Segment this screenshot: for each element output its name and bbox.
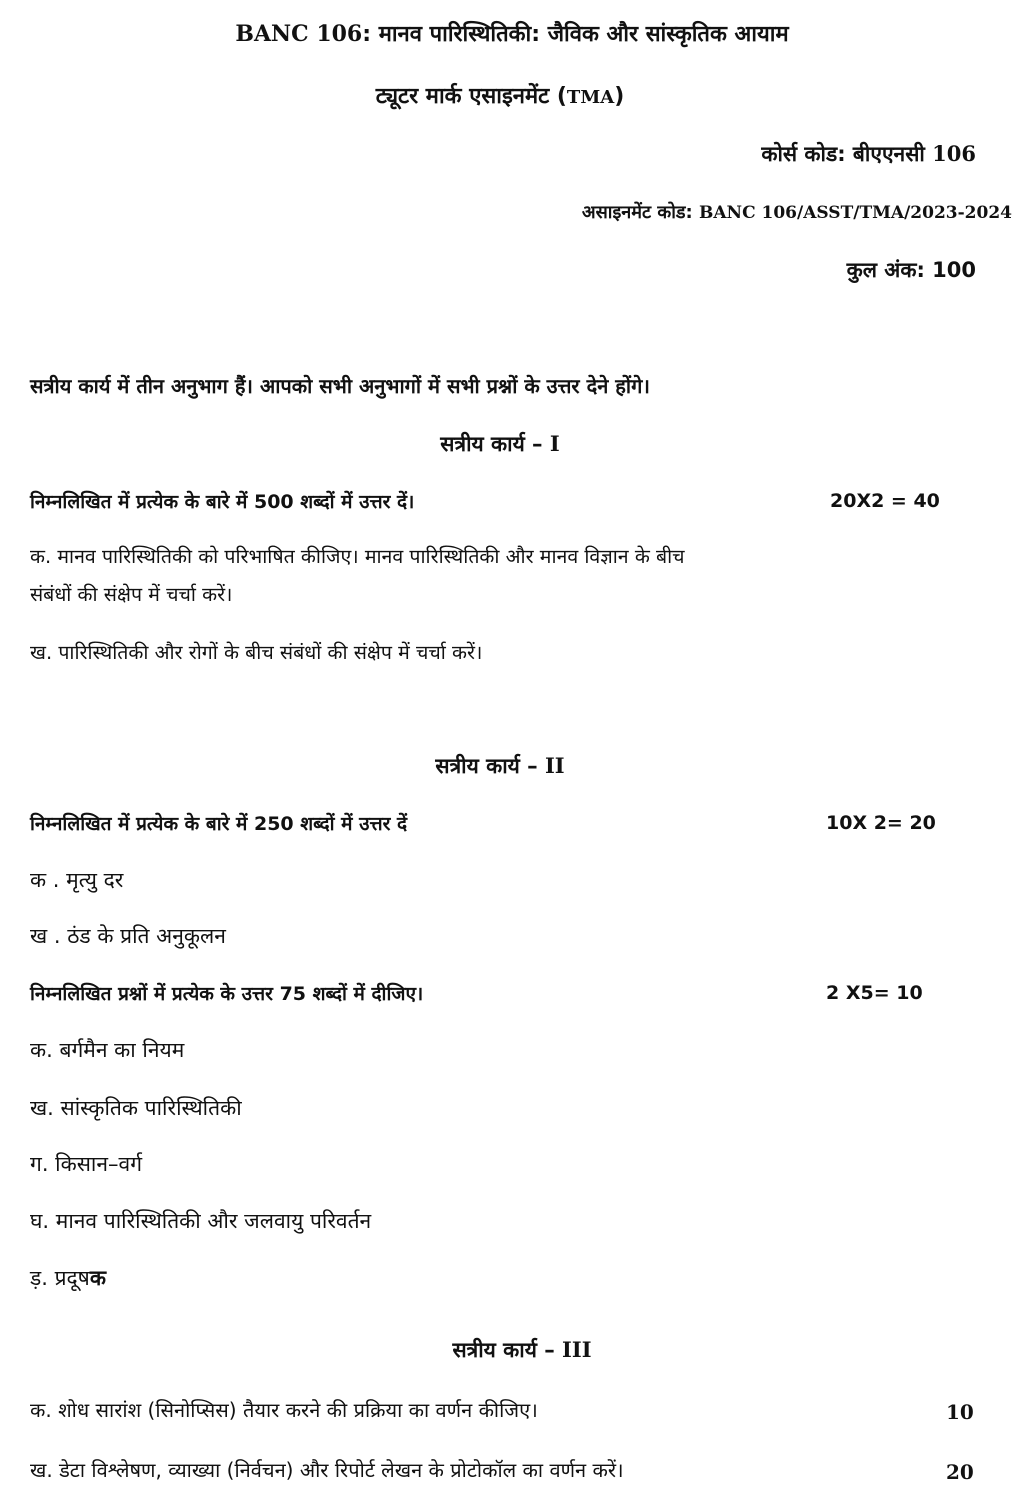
section-1-heading: सत्रीय कार्य – I [440,431,560,456]
general-instructions: सत्रीय कार्य में तीन अनुभाग हैं। आपको सभी अनुभागों में सभी प्रश्नों के उत्तर देने होंगे। [30,374,650,398]
section-3-question-2-marks: 20 [946,1460,974,1484]
section-3-heading: सत्रीय कार्य – III [452,1337,592,1362]
section-3-question-1: क. शोध सारांश (सिनोप्सिस) तैयार करने की प्रक्रिया का वर्णन कीजिए। [30,1398,538,1422]
total-marks: कुल अंक: 100 [846,258,976,282]
course-code: कोर्स कोड: बीएएनसी 106 [761,141,976,166]
section-2-heading: सत्रीय कार्य – II [435,753,565,778]
section-2-instruction-b: निम्नलिखित प्रश्नों में प्रत्येक के उत्तर 75 शब्दों में दीजिए। [30,983,424,1005]
section-2-question-b2: ख. सांस्कृतिक पारिस्थितिकी [30,1096,242,1120]
section-2-marks-b: 2 X5= 10 [826,982,923,1004]
section-2-question-b4: घ. मानव पारिस्थितिकी और जलवायु परिवर्तन [30,1209,372,1233]
document-subtitle: ट्यूटर मार्क एसाइनमेंट (TMA) [375,84,625,109]
section-3-question-1-marks: 10 [946,1400,974,1424]
title-course-code: BANC 106 [235,21,363,47]
document-title [0,18,1024,48]
section-3-question-2: ख. डेटा विश्लेषण, व्याख्या (निर्वचन) और रिपोर्ट लेखन के प्रोटोकॉल का वर्णन करें। [30,1458,624,1482]
section-1-question-1-line-1: क. मानव पारिस्थितिकी को परिभाषित कीजिए। मानव पारिस्थितिकी और मानव विज्ञान के बीच [30,545,685,568]
section-1-question-2: ख. पारिस्थितिकी और रोगों के बीच संबंधों की संक्षेप में चर्चा करें। [30,641,483,664]
section-2-question-a1: क . मृत्यु दर [30,868,124,892]
section-2-question-a2: ख . ठंड के प्रति अनुकूलन [30,924,226,948]
section-2-question-b1: क. बर्गमैन का नियम [30,1038,185,1062]
section-2-marks-a: 10X 2= 20 [826,812,936,834]
title-course-name: : मानव पारिस्थितिकी: जैविक और सांस्कृतिक आयाम [362,22,789,47]
section-1-question-1-line-2: संबंधों की संक्षेप में चर्चा करें। [30,583,233,606]
section-2-question-b3: ग. किसान–वर्ग [30,1152,143,1176]
section-1-instruction: निम्नलिखित में प्रत्येक के बारे में 500 शब्दों में उत्तर दें। [30,491,415,513]
assignment-code: असाइनमेंट कोड: BANC 106/ASST/TMA/2023-2024 [581,202,1012,223]
section-1-marks: 20X2 = 40 [830,490,940,512]
section-2-instruction-a: निम्नलिखित में प्रत्येक के बारे में 250 शब्दों में उत्तर दें [30,813,408,835]
section-2-question-b5: ड़. प्रदूषक [30,1266,106,1290]
